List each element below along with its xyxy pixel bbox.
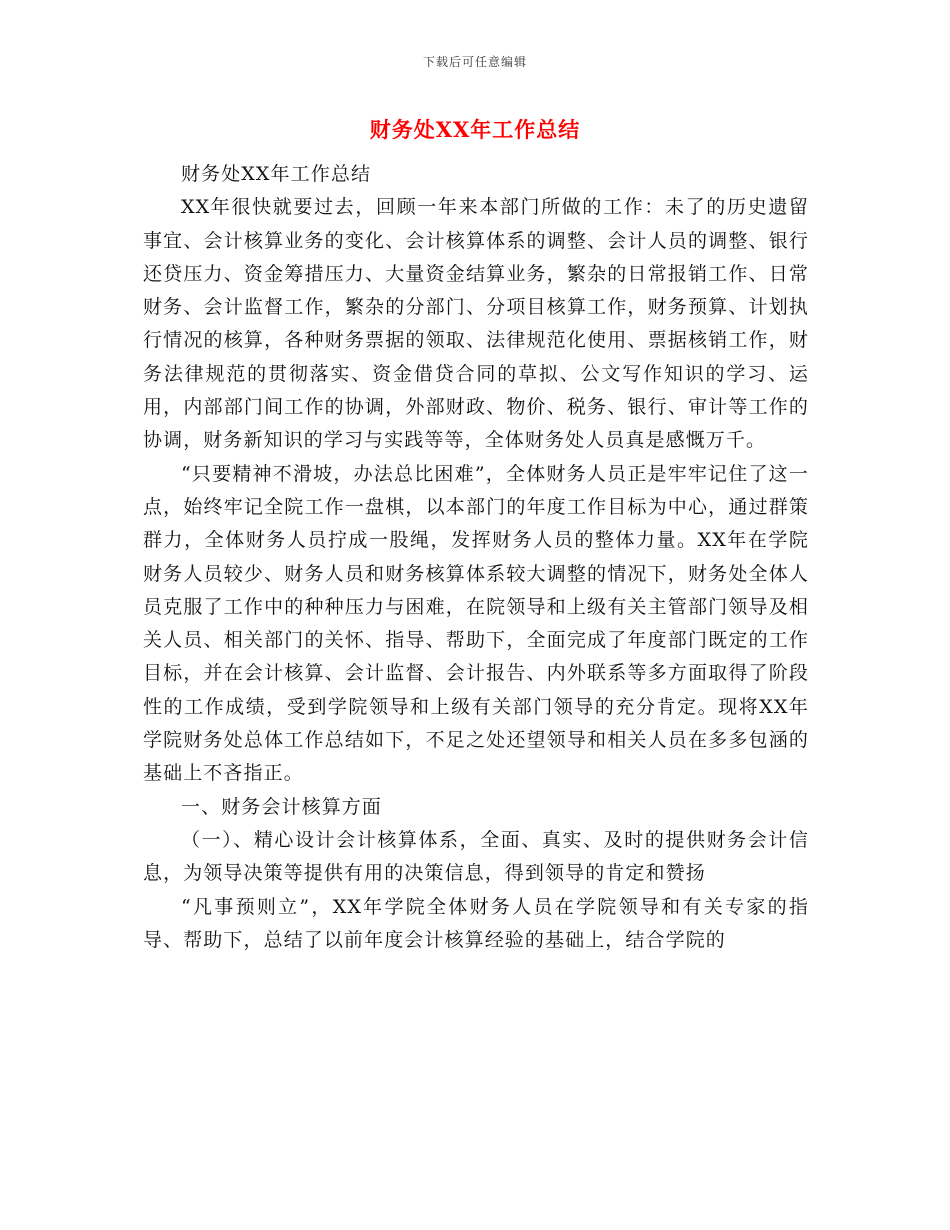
paragraph-body: “凡事预则立”，XX年学院全体财务人员在学院领导和有关专家的指导、帮助下，总结了以前年度会计核算经验的基础上，结合学院的	[143, 895, 809, 951]
document-title: 财务处XX年工作总结	[369, 117, 581, 142]
subsection-heading: （一）、精心设计会计核算体系，全面、真实、及时的提供财务会计信息，为领导决策等提供有用的决策信息，得到领导的肯定和赞扬	[143, 828, 809, 885]
header-note: 下载后可任意编辑	[422, 55, 527, 69]
section-heading: 一、财务会计核算方面	[181, 795, 383, 818]
paragraph-subtitle: 财务处XX年工作总结	[181, 163, 372, 185]
document-body	[143, 158, 809, 957]
paragraph-intro: XX年很快就要过去，回顾一年来本部门所做的工作：未了的历史遗留事宜、会计核算业务的变化、会计核算体系的调整、会计人员的调整、银行还贷压力、资金筹措压力、大量资金结算业务，繁杂的日常报销工作、日常财务、会计监督工作，繁杂的分部门、分项目核算工作，财务预算、计划执行情况的核算，各种财务票据的领取、法律规范化使用、票据核销工作，财务法律规范的贯彻落实、资金借贷合同的草拟、公文写作知识的学习、运用，内部部门间工作的协调，外部财政、物价、税务、银行、审计等工作的协调，财务新知识的学习与实践等等，全体财务处人员真是感慨万千。	[143, 196, 809, 452]
paragraph-summary: “只要精神不滑坡，办法总比困难”，全体财务人员正是牢牢记住了这一点，始终牢记全院工作一盘棋，以本部门的年度工作目标为中心，通过群策群力，全体财务人员拧成一股绳，发挥财务人员的整体力量。XX年在学院财务人员较少、财务人员和财务核算体系较大调整的情况下，财务处全体人员克服了工作中的种种压力与困难，在院领导和上级有关主管部门领导及相关人员、相关部门的关怀、指导、帮助下，全面完成了年度部门既定的工作目标，并在会计核算、会计监督、会计报告、内外联系等多方面取得了阶段性的工作成绩，受到学院领导和上级有关部门领导的充分肯定。现将XX年学院财务处总体工作总结如下，不足之处还望领导和相关人员在多多包涵的基础上不吝指正。	[143, 462, 809, 785]
